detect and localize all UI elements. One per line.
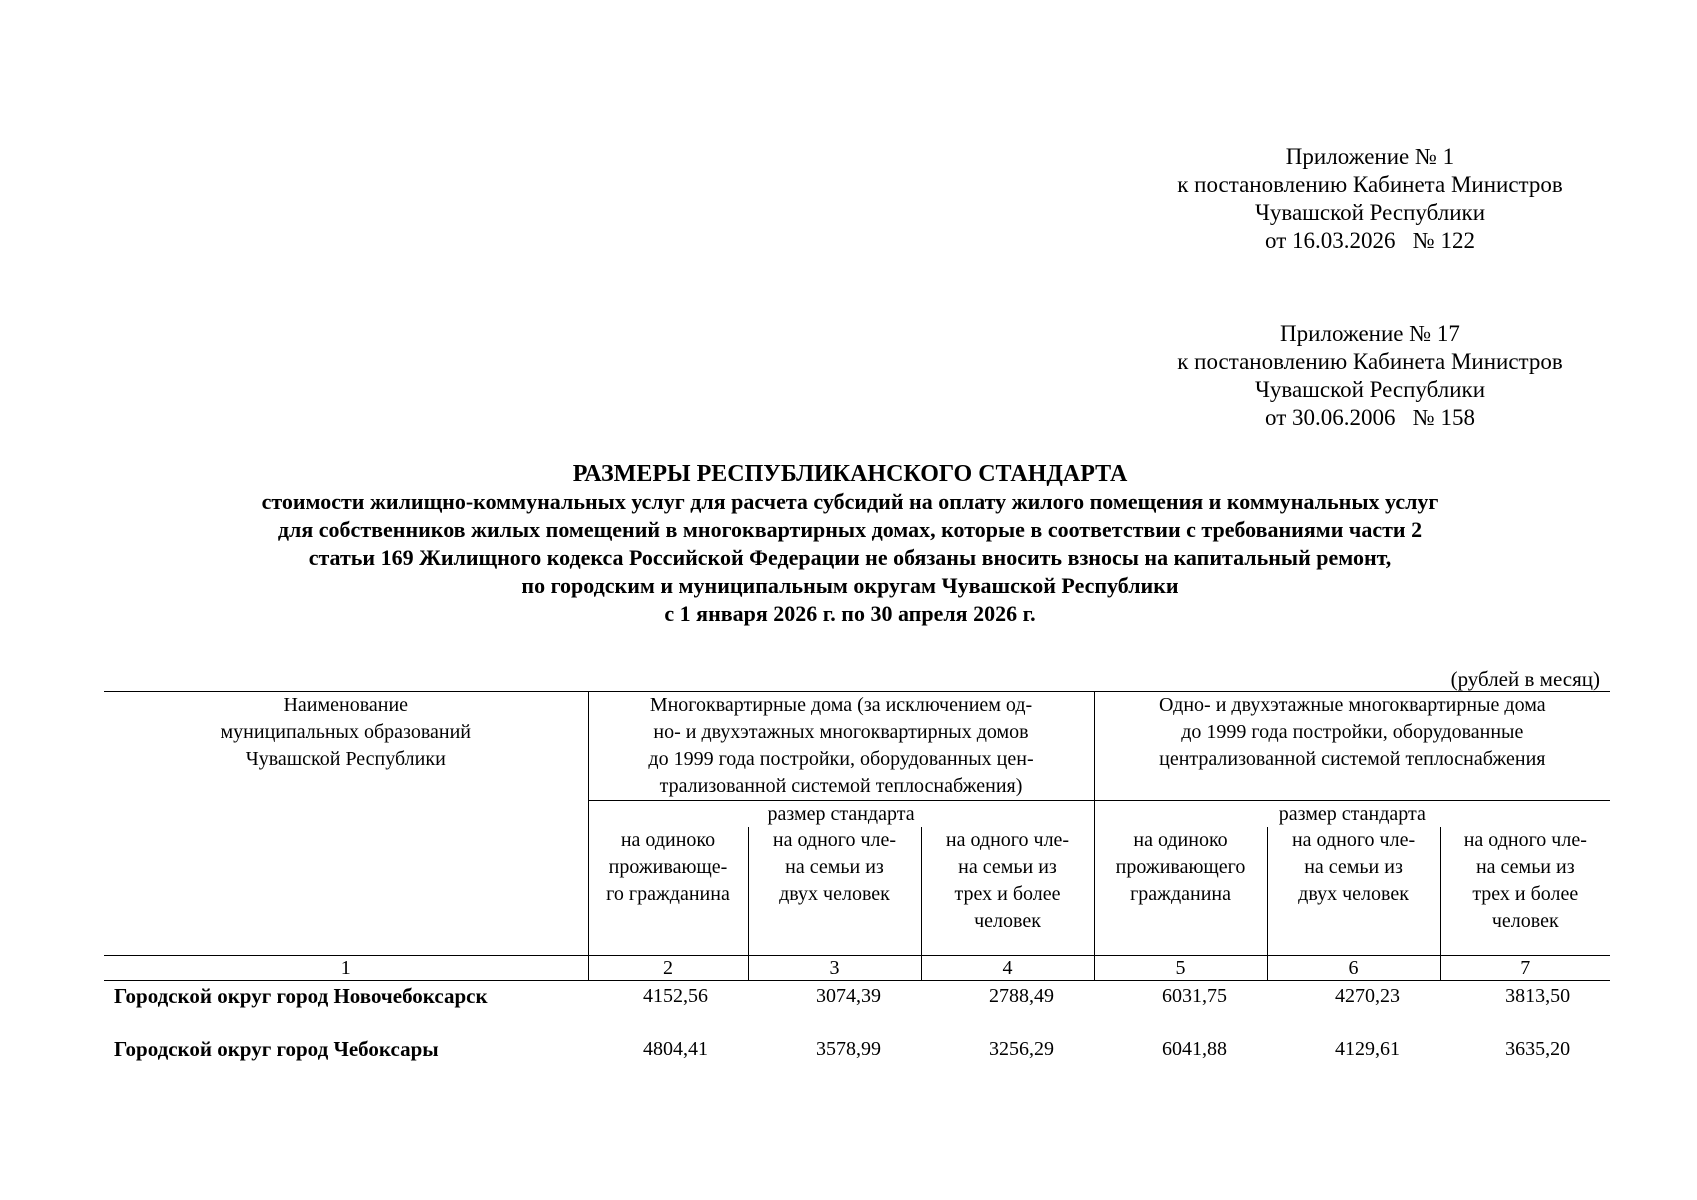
column-number: 2 <box>588 955 748 980</box>
column-number: 5 <box>1094 955 1267 980</box>
table-row <box>104 1034 1610 1087</box>
municipality-name: Городской округ город Чебоксары <box>114 1036 439 1061</box>
header-family-of-two: на одного чле- на семьи из двух человек <box>748 827 921 955</box>
appendix-original <box>1140 320 1600 432</box>
appendix-current <box>1140 143 1600 255</box>
value-cell: 4804,41 <box>643 1037 708 1060</box>
appendix-line: Чувашской Республики <box>1254 200 1486 225</box>
column-number: 6 <box>1267 955 1440 980</box>
appendix-line: от 16.03.2026 № 122 <box>1265 228 1475 253</box>
header-group-low-rise-buildings: Одно- и двухэтажные многоквартирные дома до 1999 года постройки, оборудованные централизованной системой теплоснабжения <box>1094 692 1610 801</box>
column-number: 1 <box>104 955 588 980</box>
column-numbers-row <box>104 955 1610 980</box>
header-single-citizen: на одиноко проживающе- го гражданина <box>588 827 748 955</box>
appendix-line: Приложение № 17 <box>1280 321 1460 346</box>
standards-table <box>104 691 1610 1087</box>
value-cell: 3256,29 <box>989 1037 1055 1060</box>
header-family-of-three-plus: на одного чле- на семьи из трех и более человек <box>921 827 1094 955</box>
title-line: стоимости жилищно-коммунальных услуг для расчета субсидий на оплату жилого помещения и коммунальных услуг <box>261 489 1439 514</box>
column-number: 4 <box>921 955 1094 980</box>
value-cell: 3635,20 <box>1505 1037 1571 1060</box>
appendix-line: от 30.06.2006 № 158 <box>1265 405 1475 430</box>
header-single-citizen: на одиноко проживающего гражданина <box>1094 827 1267 955</box>
appendix-line: Чувашской Республики <box>1254 377 1486 402</box>
table-row <box>104 980 1610 1034</box>
value-cell: 4129,61 <box>1335 1037 1401 1060</box>
appendix-line: Приложение № 1 <box>1285 144 1455 169</box>
header-municipality: Наименование муниципальных образований Чувашской Республики <box>104 692 588 956</box>
value-cell: 3578,99 <box>816 1037 881 1060</box>
value-cell: 6041,88 <box>1162 1037 1228 1060</box>
header-family-of-two: на одного чле- на семьи из двух человек <box>1267 827 1440 955</box>
title-line: для собственников жилых помещений в многоквартирных домах, которые в соответствии с требованиями части 2 <box>277 517 1423 542</box>
value-cell: 6031,75 <box>1162 984 1228 1007</box>
title-line: статьи 169 Жилищного кодекса Российской Федерации не обязаны вносить взносы на капитальный ремонт, <box>308 545 1392 570</box>
value-cell: 2788,49 <box>989 984 1055 1007</box>
municipality-name: Городской округ город Новочебоксарск <box>114 983 488 1008</box>
column-number: 3 <box>748 955 921 980</box>
header-family-of-three-plus: на одного чле- на семьи из трех и более человек <box>1440 827 1610 955</box>
units-note: (рублей в месяц) <box>1450 667 1600 691</box>
title-line: с 1 января 2026 г. по 30 апреля 2026 г. <box>664 601 1036 626</box>
value-cell: 4270,23 <box>1335 984 1401 1007</box>
appendix-line: к постановлению Кабинета Министров <box>1177 349 1563 374</box>
title-line: по городским и муниципальным округам Чувашской Республики <box>521 573 1179 598</box>
value-cell: 4152,56 <box>643 984 708 1007</box>
header-standard-size: размер стандарта <box>588 801 1094 828</box>
header-group-apartment-buildings: Многоквартирные дома (за исключением од- но- и двухэтажных многоквартирных домов до 1999 года постройки, оборудованных цен- трализованной системой теплоснабжения) <box>588 692 1094 801</box>
header-standard-size: размер стандарта <box>1094 801 1610 828</box>
value-cell: 3074,39 <box>816 984 881 1007</box>
column-number: 7 <box>1440 955 1610 980</box>
title-main: РАЗМЕРЫ РЕСПУБЛИКАНСКОГО СТАНДАРТА <box>572 461 1128 487</box>
document-title <box>100 460 1600 628</box>
appendix-line: к постановлению Кабинета Министров <box>1177 172 1563 197</box>
value-cell: 3813,50 <box>1505 984 1571 1007</box>
